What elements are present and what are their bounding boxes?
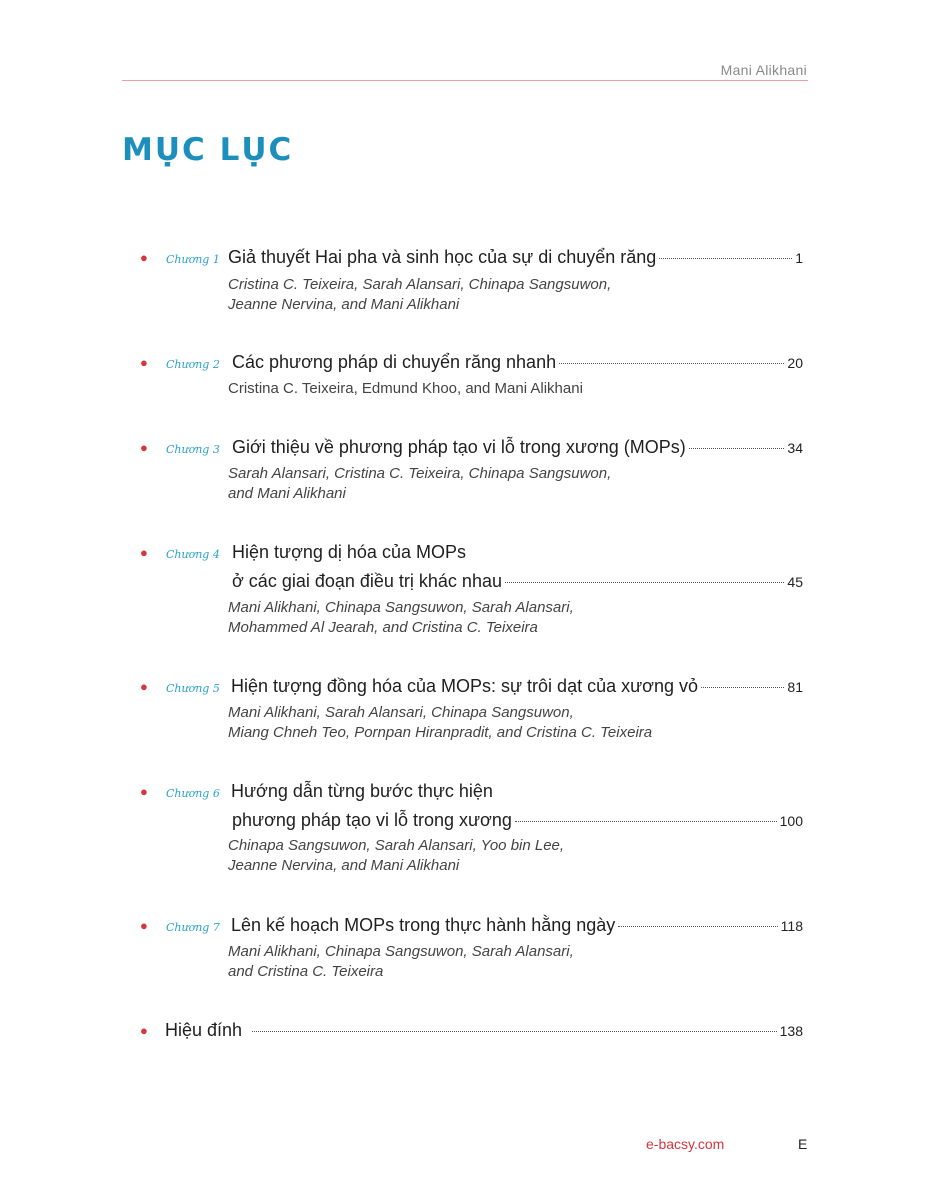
toc-line[interactable] <box>231 915 803 936</box>
dot-leader <box>659 258 792 259</box>
footer-website: e-bacsy.com <box>646 1136 725 1152</box>
entry-title: Giả thuyết Hai pha và sinh học của sự di chuyển răng <box>228 247 657 267</box>
page-number: 34 <box>787 440 803 456</box>
chapter-label: Chương 6 <box>166 787 220 800</box>
toc-line[interactable] <box>228 247 803 268</box>
bullet-icon: ● <box>140 250 148 265</box>
chapter-label: Chương 3 <box>166 443 220 456</box>
dot-leader <box>515 821 777 822</box>
entry-title: Hiện tượng dị hóa của MOPs <box>232 542 466 562</box>
page-title: MỤC LỤC <box>122 132 294 168</box>
dot-leader <box>252 1031 777 1032</box>
entry-authors: Sarah Alansari, Cristina C. Teixeira, Chinapa Sangsuwon, and Mani Alikhani <box>228 465 612 502</box>
bullet-icon: ● <box>140 355 148 370</box>
bullet-icon: ● <box>140 784 148 799</box>
page-number: 100 <box>779 813 803 829</box>
header-rule <box>122 80 808 81</box>
toc-line[interactable] <box>232 437 803 458</box>
dot-leader <box>505 582 784 583</box>
entry-authors: Mani Alikhani, Chinapa Sangsuwon, Sarah Alansari, Mohammed Al Jearah, and Cristina C. Teixeira <box>228 599 574 636</box>
chapter-label: Chương 2 <box>166 358 220 371</box>
entry-title-cont: phương pháp tạo vi lỗ trong xương <box>232 810 512 830</box>
entry-title: Lên kế hoạch MOPs trong thực hành hằng ngày <box>231 915 616 935</box>
toc-line[interactable] <box>232 352 803 373</box>
bullet-icon: ● <box>140 1023 148 1038</box>
entry-title-cont: ở các giai đoạn điều trị khác nhau <box>232 571 502 591</box>
toc-line[interactable] <box>232 571 803 592</box>
entry-authors: Cristina C. Teixeira, Sarah Alansari, Chinapa Sangsuwon, Jeanne Nervina, and Mani Alikhani <box>228 276 612 313</box>
entry-title: Hiệu đính <box>165 1020 243 1040</box>
bullet-icon: ● <box>140 918 148 933</box>
footer-page-label: E <box>798 1136 808 1152</box>
entry-authors: Mani Alikhani, Sarah Alansari, Chinapa Sangsuwon, Miang Chneh Teo, Pornpan Hiranpradit, and Cristina C. Teixeira <box>228 704 653 741</box>
running-header-author: Mani Alikhani <box>720 62 807 78</box>
toc-line <box>232 542 466 563</box>
page-number: 20 <box>787 355 803 371</box>
page-number: 138 <box>779 1023 803 1039</box>
entry-authors: Mani Alikhani, Chinapa Sangsuwon, Sarah Alansari, and Cristina C. Teixeira <box>228 943 574 980</box>
chapter-label: Chương 5 <box>166 682 220 695</box>
dot-leader <box>689 448 785 449</box>
toc-line <box>231 781 493 802</box>
page-number: 118 <box>780 918 803 934</box>
toc-line[interactable] <box>232 810 803 831</box>
page-number: 1 <box>795 250 803 266</box>
bullet-icon: ● <box>140 545 148 560</box>
chapter-label: Chương 4 <box>166 548 220 561</box>
dot-leader <box>701 687 784 688</box>
entry-title: Hiện tượng đồng hóa của MOPs: sự trôi dạt của xương vỏ <box>231 676 698 696</box>
dot-leader <box>559 363 784 364</box>
entry-authors: Cristina C. Teixeira, Edmund Khoo, and Mani Alikhani <box>228 380 583 397</box>
entry-title: Các phương pháp di chuyển răng nhanh <box>232 352 557 372</box>
chapter-label: Chương 7 <box>166 921 220 934</box>
bullet-icon: ● <box>140 440 148 455</box>
page-number: 81 <box>787 679 803 695</box>
bullet-icon: ● <box>140 679 148 694</box>
page-number: 45 <box>787 574 803 590</box>
dot-leader <box>618 926 777 927</box>
chapter-label: Chương 1 <box>166 253 220 266</box>
entry-title: Hướng dẫn từng bước thực hiện <box>231 781 493 801</box>
entry-title: Giới thiệu về phương pháp tạo vi lỗ trong xương (MOPs) <box>232 437 686 457</box>
toc-line[interactable] <box>165 1020 803 1041</box>
toc-line[interactable] <box>231 676 803 697</box>
entry-authors: Chinapa Sangsuwon, Sarah Alansari, Yoo bin Lee, Jeanne Nervina, and Mani Alikhani <box>228 837 565 874</box>
